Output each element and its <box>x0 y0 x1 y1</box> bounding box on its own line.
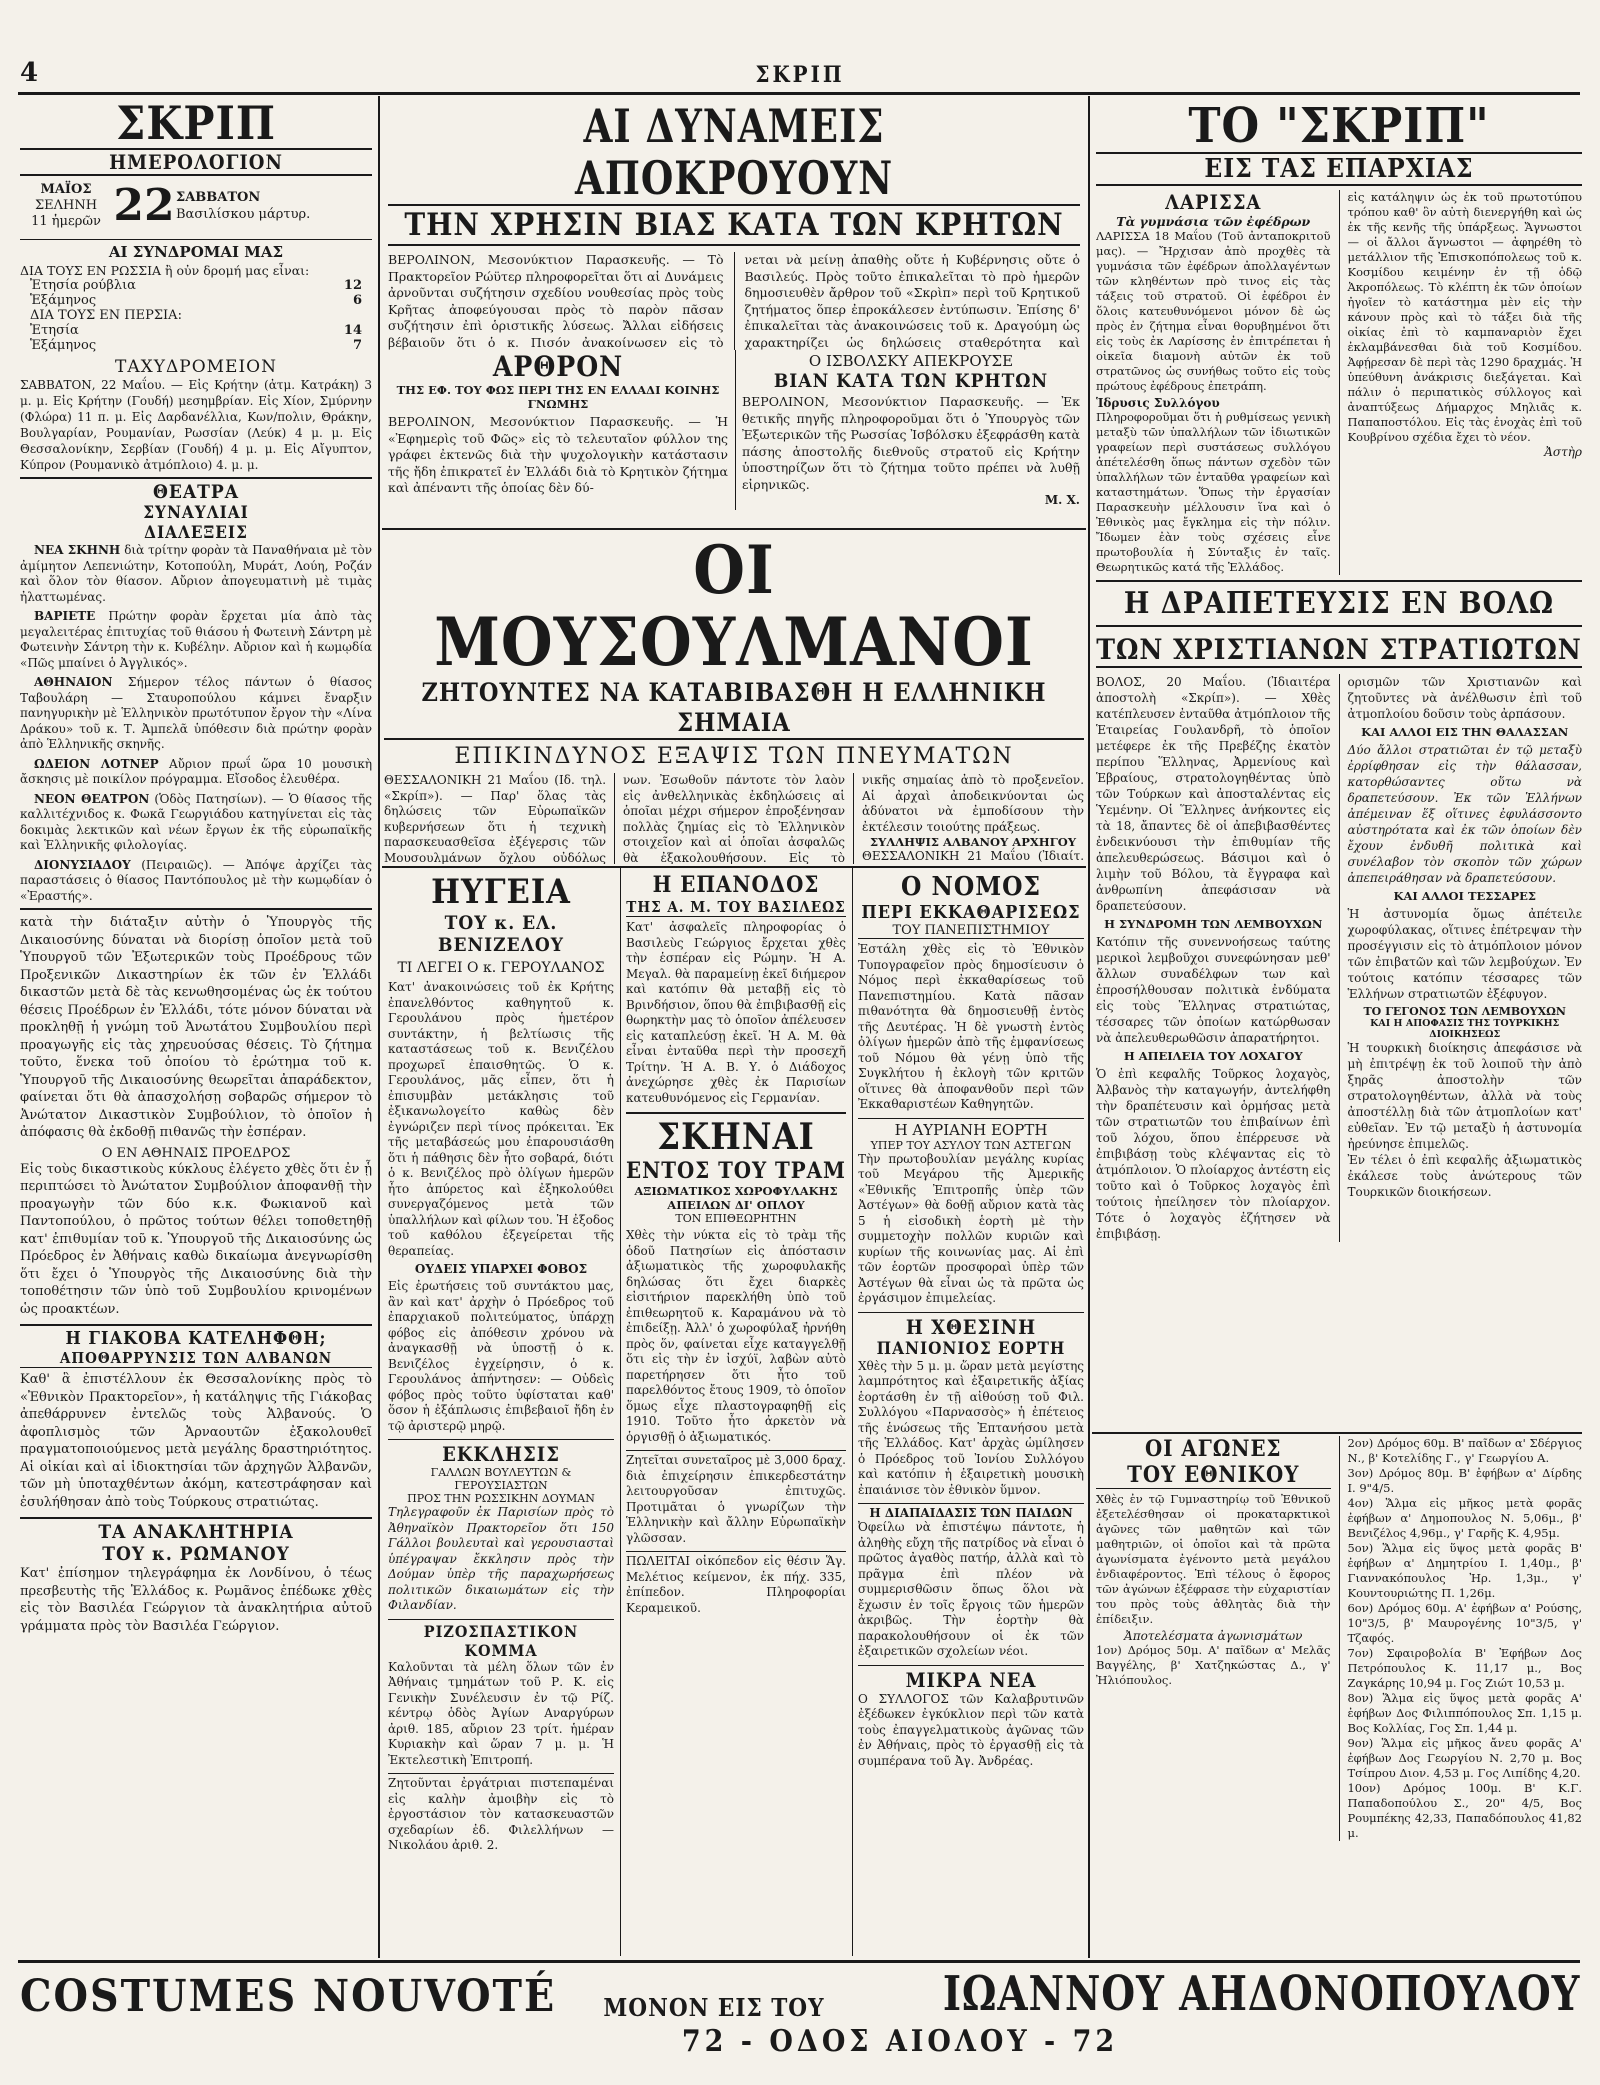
giakova-title: Η ΓΙΑΚΟΒΑ ΚΑΤΕΛΗΦΘΗ; <box>65 1328 327 1349</box>
volos-col1c: Ὁ ἐπὶ κεφαλῆς Τοῦρκος λοχαγὸς, Ἀλβανὸς τὴν καταγωγήν, ἀντελήφθη τὴν δραπέτευσιν καὶ ὁρμήσας μετὰ τῶν στρατιωτῶν του ἐπιβαίνων ἐπὶ τοῦ λόχου, ὅπου ἐπέρρευσε νὰ ἐπιβιβάσῃ τοὺς κλέψαντας εἰς τὸ ἀτμόπλοιον. Ὁ πλοίαρχος ἀντέστη εἰς τοῦτο καὶ ὁ Τοῦρκος λοχαγὸς ἐπὶ τούτοις ἠπείλησεν τὸν πλοίαρχον. Τότε ὁ λοχαγὸς ἐζήτησεν νὰ ἐπιβιβάσῃ. <box>1096 1067 1331 1241</box>
volos-syndromi: Η ΣΥΝΔΡΟΜΗ ΤΩΝ ΛΕΜΒΟΥΧΩΝ <box>1104 917 1323 931</box>
theatre-name: ΝΕΟΝ ΘΕΑΤΡΟΝ <box>34 791 150 806</box>
arthron-subtitle: ΤΗΣ ΕΦ. ΤΟΥ ΦΩΣ ΠΕΡΙ ΤΗΣ ΕΝ ΕΛΛΑΔΙ ΚΟΙΝΗΣ ΓΝΩΜΗΣ <box>396 383 720 411</box>
theatre-name: ΝΕΑ ΣΚΗΝΗ <box>34 543 121 557</box>
poleitai-text: ΠΩΛΕΙΤΑΙ οἰκόπεδον εἰς θέσιν Ἅγ. Μελέτιος κείμενον, ἐκ πήχ. 335, ἐπίπεδον. Πληροφορίαι Κεραμεικοῦ. <box>626 1554 846 1615</box>
mousoulmanoi-col2: νων. Ἐσωθοῦν πάντοτε τὸν λαὸν εἰς ἀνθελληνικὰς ἐκδηλώσεις αἱ ὁποῖαι μέχρι σήμερον ἐπροξένησαν πολλὰς ζημίας εἰς τὸ Ἑλληνικὸν στοιχεῖον καὶ αἱ ὁποῖαι ἀσφαλῶς θὰ ἐξακολουθήσουν. Εἰς τὸ <box>623 773 846 864</box>
skinai-title: ΣΚΗΝΑΙ <box>657 1116 815 1158</box>
theatre-entry <box>20 858 372 905</box>
volos-col1: ΒΟΛΟΣ, 20 Μαΐου. (Ἰδιαιτέρα ἀποστολὴ «Σκρίπ»). — Χθὲς κατέπλευσεν ἐνταῦθα ἀτμόπλοιον τῆς Ἑταιρείας Γουλανδρῆ, τὸ ὁποῖον μετέφερε ἐκ τῆς Πρεβέζης ἑκατὸν περίπου Ἕλληνας, Ἀρμενίους καὶ Ἑβραίους, στρατολογηθέντας ὑπὸ τῶν Τούρκων καὶ ἀποσταλέντας εἰς Ὑεμένην. Οἱ Ἕλληνες ἀνήκοντες εἰς τὰ 18, ἄπαντες δὲ οἱ ἀπεβιβασθέντες ἐνδεικνύουσι τὴν ἐπιθυμίαν τῆς ἀπελευθερώσεως. Βάσιμοι καὶ ὁ λιμὴν τοῦ Βόλου, τὰ ἔγγραφα καὶ ἀνθρωπίνη ἀπεφάσισαν νὰ δραπετεύσουν. <box>1096 675 1331 913</box>
agones-result-row: 9ον) Ἅλμα εἰς μῆκος ἄνευ φορᾶς Α' ἐφήβων Δος Γεωργίου Ν. 2,70 μ. Βος Τσίπρου Διον. 4,53 μ. Γος Λιπίδης 4,20. <box>1347 1736 1582 1780</box>
panionios-subtitle: ΠΑΝΙΟΝΙΟΣ ΕΟΡΤΗ <box>876 1338 1066 1359</box>
panionios-title: Η ΧΘΕΣΙΝΗ <box>905 1314 1037 1339</box>
headline-col1-text: ΒΕΡΟΛΙΝΟΝ, Μεσονύκτιον Παρασκευῆς. — Τὸ Πρακτορεῖον Ρώϋτερ πληροφορεῖται ὅτι αἱ Δυνάμεις ἀρνοῦνται συζήτησιν σχεδίου νουθεσίας πρὸς τοὺς Κρῆτας ἀποφεύγουσαι πρὸς τὸ παρὸν πᾶσαν συζήτησιν ἐπὶ ὁριστικῆς λύσεως. Ἄλλαι εἰδήσεις βέβαιοῦν ὅτι ὁ κ. Πισόν ἀνακοίνωσεν εἰς τὸ <box>388 252 724 350</box>
ekklisies-subtitle: ΓΑΛΛΩΝ ΒΟΥΛΕΥΤΩΝ & ΓΕΡΟΥΣΙΑΣΤΩΝ <box>430 1466 572 1492</box>
eparchias-city: ΛΑΡΙΣΣΑ <box>1165 190 1262 214</box>
nomos-title: Ο ΝΟΜΟΣ <box>900 872 1042 902</box>
sub-value: 12 <box>343 278 362 293</box>
zitountai-text: Ζητοῦνται ἐργάτριαι πιστεπαμέναι εἰς καλὴν ἀμοιβὴν εἰς τὸ ἐργοστάσιον τὸν κατασκευαστῶν σχεδαρίων ἐδ. Φιλελλήνων — Νικολάου ἀριθ. 2. <box>388 1776 614 1852</box>
volos-gegma: ΤΟ ΓΕΓΟΝΟΣ ΤΩΝ ΛΕΜΒΟΥΧΩΝ <box>1363 1005 1566 1018</box>
agones-result-row: 10ον) Δρόμος 100μ. Β' Κ.Γ. Παπαδοπούλου Σ., 20" 4/5, Βος Ρουμπέκης 42,33, Παπαδόπουλος 41,82 μ. <box>1347 1781 1582 1840</box>
almanac-weekday: ΣΑΒΒΑΤΟΝ <box>176 189 261 205</box>
eparchias-text1: ΛΑΡΙΣΣΑ 18 Μαΐου (Τοῦ ἀνταποκριτοῦ μας). — Ἤρχισαν ἀπὸ προχθὲς τὰ γυμνάσια τῶν ἐφέδρων ἀπολλαγέντων τῶν κληθέντων πρὸ τινος εἰς τὰς τάξεις τοῦ στρατοῦ. Οἱ ἐφέδροι ἐν ὅλοις κατευθυνόμενοι μόνον δὲ ὡς πρὸς ἐν ζήτημα εἶναι θορυβημένοι ὅτι εἰς τοὺς ἐκ Λαρίσσης ἐν ἐπιτρέπεται ἡ οἰκεῖα διαμονὴ αὐτῶν ἐκ τοῦ στρατῶνος ὡς συνήθως τοῦτο εἰς τοὺς πρώτους ἐφέδρους ἐπετράπη. <box>1096 229 1331 393</box>
footer-ad-left: COSTUMES NOUVOTÉ <box>20 1971 557 2022</box>
almanac-subtitle: ΗΜΕΡΟΛΟΓΙΟΝ <box>20 148 372 176</box>
volos-kai-alloi: ΚΑΙ ΑΛΛΟΙ ΕΙΣ ΤΗΝ ΘΑΛΑΣΣΑΝ <box>1361 725 1569 739</box>
theatre-text: διὰ τρίτην φορὰν τὰ Παναθήναια μὲ τὸν ἀμίμητον Λεπενιώτην, Κοτοπούλη, Μυράτ, Λούη, Ροζάν καὶ ὅλον τὸν θίασον. Αὔριον ἀπογευματινὴ μὲ τιμὰς ἠλαττωμένας. <box>20 543 372 604</box>
eparchias-right: εἰς κατάληψιν ὡς ἐκ τοῦ πρωτοτύπου τρόπου καθ' ὃν αὐτὴ διενεργήθη καὶ ὡς ἐκ τῆς κενῆς τῆς ὑπάρξεως. Ἄγνωστοι — οἱ ἄλλοι ἄγνωστοι — ἀφηρέθη τὸ μετάλλιον τῆς Ἐπισκοπόπολεως τοῦ κ. Κοσμίδου κειμένην ἐν τῇ ὁδῷ Ἀκροπόλεως. Τὸ κλέπτη ἐκ τῶν ὁποίων ἠγοῖεν τὸ κατάστημα μὲν εἰς τὴν κάνουν πρὸς καὶ τὸ τάξει διὰ τῆς οἰκίας ἐπὶ τὸ καμπαναριὸν ἔχει ἐκλαμβάνεσθαι διὰ τοῦ Κοσμίδου. Ἀφῄρεσαν δὲ περὶ τὰς 1290 δραχμάς. Ἡ ὑπεύθυνη ἀνάκρισις διεξάγεται. Καὶ πάλιν ὁ περιπατικὸς σύλλογος καὶ ἀναπτύξεως Δήμαρχος Μηλιᾶς κ. Παπαποστόλου. Εἰς τὰς ἐνοχὰς ἐπὶ τοῦ Κουβρίνου σχέδια ἔχει τὸ νέον. <box>1347 190 1582 444</box>
volos-gegma-sub: ΚΑΙ Η ΑΠΟΦΑΣΙΣ ΤΗΣ ΤΟΥΡΚΙΚΗΣ ΔΙΟΙΚΗΣΕΩΣ <box>1370 1018 1560 1040</box>
page-number: 4 <box>20 58 39 88</box>
sub-label: Ἑξάμηνος <box>30 338 97 353</box>
arthron-text: ΒΕΡΟΛΙΝΟΝ, Μεσονύκτιον Παρασκευῆς. — Ἡ «Ἐφημερὶς τοῦ Φῶς» εἰς τὸ τελευταῖον φύλλον της γράφει ἐκτενῶς διὰ τὴν ψυχολογικὴν κατάστασιν τῆς ἤδη ἐπικρατεῖ ἐν Ἑλλάδι διὰ τὸ Κρητικὸν ζήτημα καὶ ἀπέναντι τῆς ὁποίας δὲν δύ- <box>388 414 728 495</box>
almanac-moon-days: 11 ἡμερῶν <box>31 213 101 229</box>
sub-label: Ἑξάμηνος <box>30 293 97 308</box>
theatre-text: Πρώτην φορὰν ἔρχεται μία ἀπὸ τὰς μεγαλειτέρας ἐπιτυχίας τοῦ θιάσου ἡ Φωτεινὴ Σάντρη μὲ Φωτεινὴν Σάντρη τὴν κ. Κυβέλην. Αὔριον καὶ ἡ κωμῳδία «Πῶς μπαίνει ὁ Ἀγγλικός». <box>20 609 372 670</box>
main-headline-line2: ΤΗΝ ΧΡΗΣΙΝ ΒΙΑΣ ΚΑΤΑ ΤΩΝ ΚΡΗΤΩΝ <box>388 204 1080 246</box>
mousoulmanoi-deck: ΕΠΙΚΙΝΔΥΝΟΣ ΕΞΑΨΙΣ ΤΩΝ ΠΝΕΥΜΑΤΩΝ <box>454 744 1014 769</box>
ygeia-text2: Εἰς ἐρωτήσεις τοῦ συντάκτου μας, ἂν καὶ κατ' ἀρχὴν ὁ Πρόεδρος τοῦ ἐπαρχιακοῦ πολιτεύματος, ὑπάρχῃ φόβος εἰς ἀπόθεσιν χρόνου νὰ ἀναγκασθῇ νὰ ὑποστῇ ὁ κ. Βενιζέλος ἐγχείρησιν, ὁ κ. Γερουλάνος ἀπήντησεν: — Οὐδεὶς φόβος πρὸς τοῦτο ὑφίσταται καθ' ὅσον ἡ ἐξάπλωσις ἐπιβεβαιοῖ ἤδη ἐν τῷ ἀριστερῷ μηρῷ. <box>388 1279 614 1433</box>
sub-value: 6 <box>352 293 362 308</box>
theatre-title: ΘΕΑΤΡΑ <box>20 477 372 503</box>
sub-value: 14 <box>343 323 362 338</box>
persia-intro: ΔΙΑ ΤΟΥΣ ΕΝ ΠΕΡΣΙΑ: <box>30 308 182 323</box>
eparchias-text2: Πληροφοροῦμαι ὅτι ἡ ρυθμίσεως γενικὴ μεταξὺ τῶν ὑπαλλήλων τῶν ἰδιωτικῶν γραφείων περὶ συστάσεως συλλόγου ἀπέτελέσθη ὅπως πάντων σχεδὸν τῶν ὑπαλλήλων τῶν ἐνταῦθα γραφείων καὶ καταστημάτων. Ὅπως τὴν ἐργασίαν Παρασκευὴν μέλλουσιν ἵνα καὶ ὁ Ἐθνικὸς μας ἔγκλημα εἰς τὴν πόλιν. Ἴδωμεν ἐὰν τοὺς σχέσεις εἶνε πρωτοβουλία ἡ Σύνταξις ἐν ταῖς. Θεωρητικῶς κατά τῆς Ἑλλάδος. <box>1096 410 1331 574</box>
volos-title: Η ΔΡΑΠΕΤΕΥΣΙΣ ΕΝ ΒΟΛΩ <box>1123 586 1555 621</box>
almanac-month: ΜΑΪΟΣ <box>40 181 92 197</box>
mousoulmanoi-subtitle: ΖΗΤΟΥΝΤΕΣ ΝΑ ΚΑΤΑΒΙΒΑΣΘΗ Η ΕΛΛΗΝΙΚΗ ΣΗΜΑΙΑ <box>384 678 1084 740</box>
almanac-date-block <box>20 180 372 231</box>
agones-text: Χθὲς ἐν τῷ Γυμναστηρίῳ τοῦ Ἐθνικοῦ ἐξετελέσθησαν οἱ προκαταρκτικοὶ ἀγῶνες τῶν μαθητῶν καὶ τῶν μαθητριῶν, οἱ ὁποῖοι καὶ τὰ πρῶτα ἀγωνίσματα ἐγένοντο μετὰ μεγάλου ἐνδιαφέροντος. Ἐπὶ τέλους ὁ ἔφορος τῶν ἀγώνων ἐξέφρασε τὴν εὐχαριστίαν του πρὸς τοὺς ἀθλητὰς διὰ τὴν ἐπίδειξιν. <box>1096 1492 1331 1626</box>
sub-label: Ἐτησία <box>30 323 79 338</box>
theatre-text: Σήμερον τέλος πάντων ὁ θίασος Ταβουλάρη — Σταυροπούλου κάμνει ἔναρξιν πανηγυρικὴν μὲ Ἑλληνικὸν πρωτότυπον ἔργον τὴν «Λίνα Δράκου» τοῦ κ. Τ. Ἀμπελᾶ ὑπόθεσιν διὰ πρώτην φορὰν ἀπὸ Ἑλληνικῆς σκηνῆς. <box>20 675 372 751</box>
ygeia-title: ΗΥΓΕΙΑ <box>431 872 571 912</box>
continued-text: κατὰ τὴν διάταξιν αὐτὴν ὁ Ὑπουργὸς τῆς Δικαιοσύνης δύναται νὰ διορίσῃ ὁποῖον μετὰ τοῦ Ὑπουργοῦ τῶν Ἐξωτερικῶν τοὺς Προέδρους τῶν Προξενικῶν Δικαστηρίων ἐκ τῶν ἐν Ἑλλάδι δικαστῶν μετὰ δὲ τὰς κενωθησομένας ὡς ἐκ τούτου θέσεις Προέδρων ἐν Ἑλλάδι, τότε μόνον δύναται νὰ προκληθῇ ἡ γνώμη τοῦ Ἀνωτάτου Συμβουλίου περὶ προαγωγῆς εἰς τὰς χηρευούσας θέσεις. Τὸ ζήτημα τοῦτο, ἕνεκα τοῦ ὁποίου τὸ ἐρώτημα τοῦ κ. Ὑπουργοῦ τῆς Δικαιοσύνης θεωρεῖται ἀπαράδεκτον, φαίνεται ὅτι θὰ ἀπασχολήσῃ σοβαρῶς σήμερον τὸ Ἀνώτατον Δικαστικὸν Συμβούλιον, τὸ ὁποῖον ἡ ἀπόφασις θὰ ἐκδοθῇ πιθανῶς τὴν ἐσπέραν. <box>20 915 372 1140</box>
post-title: ΤΑΧΥΔΡΟΜΕΙΟΝ <box>115 357 277 377</box>
subscriptions-title: ΑΙ ΣΥΝΔΡΟΜΑΙ ΜΑΣ <box>20 239 372 261</box>
volos-kaizadam: Ἐν τέλει ὁ ἐπὶ κεφαλῆς ἀξιωματικὸς ἐκάλεσε τοὺς ἀνώτερους τῶν Τουρκικῶν διοικήσεων. <box>1347 1153 1582 1199</box>
nomos-subtitle: ΠΕΡΙ ΕΚΚΑΘΑΡΙΣΕΩΣ <box>861 902 1081 923</box>
eorti-text: Τὴν πρωτοβουλίαν μεγάλης κυρίας τοῦ Μεγάρου τῆς Ἀμερικῆς «Ἐθνικῆς Ἐπιτροπῆς ὑπὲρ τῶν Ἀστέγων» θὰ δοθῇ αὔριον κατὰ τὰς 5 ἡ εἰσοδικὴ ἑορτὴ μὲ τὴν συμμετοχὴν πολλῶν κυριῶν καὶ κυρίων τῆς κοινωνίας μας. Αἱ ἐπὶ τῶν ἑορτῶν προσφοραὶ ὑπὲρ τῶν Ἀστέγων θὰ εἶναι ὡς τὰ πρῶτα ὡς ἐργάσιμον ἐπιμελείας. <box>858 1151 1084 1305</box>
eparchias-title: ΤΟ "ΣΚΡΙΠ" <box>1188 100 1490 154</box>
theatre-entry <box>20 543 372 605</box>
agones-result-row: 7ον) Σφαιροβολία Β' Ἐφήβων Δος Πετρόπουλος Κ. 11,17 μ., Βος Ζαγκάρης 10,94 μ. Γος Ζιώτ 10,53 μ. <box>1347 1646 1582 1690</box>
subscriptions-intro: ΔΙΑ ΤΟΥΣ ΕΝ ΡΩΣΣΙΑ ἢ οὐν δρομή μας εἶναι: <box>20 263 310 278</box>
agones-result-row: 4ον) Ἅλμα εἰς μῆκος μετὰ φορᾶς ἐφήβων α' Δημοπουλος Ν. 5,06μ., β' Βενιζέλος 4,96μ., γ' Γαρῆς Κ. 4,95μ. <box>1347 1496 1582 1540</box>
theatre-text: (Ὁδὸς Πατησίων). — Ὁ θίασος τῆς καλλιτέχνιδος κ. Φωκᾶ Γεωργιάδου κατηγίνεται εἰς τὰς δοκιμὰς λεκτικῶν καὶ νέων ἔργων ἐκ τῆς εὐρωπαϊκῆς καὶ Ἑλληνικῆς φιλολογίας. <box>20 791 372 852</box>
page-masthead: ΣΚΡΙΠ <box>755 62 845 88</box>
theatre-entry <box>20 792 372 854</box>
agones-result-row: 2ον) Δρόμος 60μ. Β' παῖδων α' Σδέργιος Ν., β' Κοτελίδης Γ., γ' Γεωργίου Α. <box>1347 1436 1582 1465</box>
nomos-column <box>858 872 1084 1954</box>
romanou-subtitle: ΤΟΥ κ. ΡΩΜΑΝΟΥ <box>102 1543 290 1565</box>
komma-title: ΡΙΖΟΣΠΑΣΤΙΚΟΝ ΚΟΜΜΑ <box>423 1621 579 1660</box>
theatre-entry <box>20 609 372 671</box>
agones-top-rule <box>1092 1432 1582 1434</box>
middle-lower-rule <box>382 866 1086 868</box>
eorti-title: Η ΑΥΡΙΑΝΗ ΕΟΡΤΗ <box>894 1120 1048 1139</box>
almanac-title: ΣΚΡΙΠ <box>116 98 276 150</box>
ygeia-fovos: ΟΥΔΕΙΣ ΥΠΑΡΧΕΙ ΦΟΒΟΣ <box>414 1262 588 1276</box>
almanac-day-number: 22 <box>113 180 175 231</box>
mousoulmanoi-top-rule <box>382 528 1086 530</box>
almanac-saint: Βασιλίσκου μάρτυρ. <box>176 206 311 222</box>
arthron-divider <box>735 350 736 510</box>
footer-rule <box>18 1960 1580 1963</box>
ekklisies-title: ΕΚΚΛΗΣΙΣ <box>442 1442 560 1466</box>
epanodos-text: Κατ' ἀσφαλεῖς πληροφορίας ὁ Βασιλεὺς Γεώργιος ἔρχεται χθὲς τὴν ἑσπέραν εἰς Ρώμην. Ἡ Α. Μεγαλ. θὰ παραμείνῃ ἐκεῖ διήμερον καὶ κατόπιν θὰ μεταβῇ εἰς τὸ Βρινδήσιον, ὅπου θὰ ἐπιβιβασθῇ εἰς θωρηκτὴν μας τὸ ὁποῖον ἀπέλευσεν εἰς καταπλεύσῃ ἐκεῖ. Ἡ Α. Μ. θὰ εἶναι ἐνταῦθα περὶ τὴν προσεχῆ Τρίτην. Ἡ Α. Β. Υ. ὁ Διάδοχος ἀνεχώρησε χθὲς ἐκ Παρισίων κατευθυνόμενος εἰς Γερμανίαν. <box>626 920 846 1105</box>
almanac-column <box>20 98 372 1956</box>
panionios-text: Χθὲς τὴν 5 μ. μ. ὥραν μετὰ μεγίστης λαμπρότητος καὶ ἐξαιρετικῆς ἀξίας ἑορτάσθη ἐν τῇ αἰθούσῃ τοῦ Φιλ. Συλλόγου «Παρνασσὸς» ἡ ἐπέτειος τῆς ἑνώσεως τῆς Ἑπτανήσου μετὰ τῆς Ἑλλάδος. Κατ' ἀρχὰς ὡμίλησεν ὁ Πρόεδρος τοῦ Ἰονίου Συλλόγου καὶ κατόπιν ἡ ἐξαιρετικὴ μουσικὴ ἐπαιάνισε τὸν ἐθνικὸν ὕμνον. <box>858 1358 1084 1497</box>
sub-value: 7 <box>352 338 362 353</box>
romanou-title: ΤΑ ΑΝΑΚΛΗΤΗΡΙΑ <box>98 1521 294 1543</box>
ygeia-column <box>388 872 614 1954</box>
almanac-moon: ΣΕΛΗΝΗ <box>34 197 98 213</box>
isvolsky-subtitle: ΒΙΑΝ ΚΑΤΑ ΤΩΝ ΚΡΗΤΩΝ <box>773 370 1049 392</box>
mousoulmanoi-block <box>384 534 1084 864</box>
agones-results-title: Ἀποτελέσματα ἀγωνισμάτων <box>1124 1629 1303 1643</box>
middle-divider-b <box>852 868 853 1956</box>
main-headline-line1: ΑΙ ΔΥΝΑΜΕΙΣ ΑΠΟΚΡΟΥΟΥΝ <box>574 100 894 205</box>
ygeia-text: Κατ' ἀνακοινώσεις τοῦ ἐκ Κρήτης ἐπανελθόντος καθηγητοῦ κ. Γερουλάνου πρὸς ἡμετέρον συντάκτην, ἡ βελτίωσις τῆς καταστάσεως τοῦ κ. Βενιζέλου προχωρεῖ ἐπαισθητῶς. Ὁ κ. Γερουλάνος, μᾶς εἶπεν, ὅτι ἡ ἐπισυμβὰν μετάκλησις τοῦ ἐξικανωλογείτο καθὼς δὲν ἐγνώριζεν περὶ τίνος πρόκειται. Ἐκ τῆς μεταβάσεώς μου ἐπαρουσιάσθη ὅτι ἡ πάθησις δὲν ἦτο σοβαρά, διότι ὁ κ. Βενιζέλος πρὸ ὀλίγων ἡμερῶν ἦτο ἀπύρετος καὶ ἐξηκολούθει συνεργαζόμενος μετὰ τῶν ὑπαλλήλων καὶ φίλων του. Ἡ ἐξοδος τοῦ καθόλου ἐξεγείρεται τῆς θεραπείας. <box>388 980 614 1258</box>
col-divider-1 <box>378 96 380 1958</box>
epanodos-subtitle: ΤΗΣ Α. Μ. ΤΟΥ ΒΑΣΙΛΕΩΣ <box>626 898 846 916</box>
skinai-deck: ΑΞΙΩΜΑΤΙΚΟΣ ΧΩΡΟΦΥΛΑΚΗΣ ΑΠΕΙΛΩΝ ΔΙ' ΟΠΛΟΥ <box>634 1184 838 1212</box>
mousoulmanoi-col3-title: ΣΥΛΛΗΨΙΣ ΑΛΒΑΝΟΥ ΑΡΧΗΓΟΥ <box>869 835 1077 849</box>
theatre-text: Αὔριον πρωΐ ὥρα 10 μουσικὴ ἄσκησις μὲ ποικίλον πρόγραμμα. Εἴσοδος ἐλευθέρα. <box>20 756 372 786</box>
isvolsky-signature: Μ. Χ. <box>1044 493 1080 507</box>
komma-text: Καλοῦνται τὰ μέλη ὅλων τῶν ἐν Ἀθήναις τμημάτων τοῦ Ρ. Κ. εἰς Γενικὴν Συνέλευσιν ἐν τῷ Ρίζ. κέντρῳ ὁδὸς Ἀγίων Αναργύρων ἀριθ. 185, αὔριον 23 τρίτ. ἡμέραν Κυριακὴν καὶ ὥραν 7 μ. μ. Ἡ Ἐκτελεστικὴ Ἐπιτροπή. <box>388 1659 614 1767</box>
ygeia-subtitle: ΤΟΥ κ. ΕΛ. ΒΕΝΙΖΕΛΟΥ <box>438 912 564 956</box>
agones-result-row: 3ον) Δρόμος 80μ. Β' ἐφήβων α' Δίρδης Ι. 9"4/5. <box>1347 1466 1582 1495</box>
giakova-text: Καθ' ἃ ἐπιστέλλουν ἐκ Θεσσαλονίκης πρὸς τὸ «Ἐθνικὸν Πρακτορεῖον», ἡ κατάληψις τῆς Γιάκοβας ἀπεθάρρυνεν ἐντελῶς τοὺς Ἀλβανούς. Ὁ ἀφοπλισμὸς τῶν Ἀρναουτῶν ἐξακολουθεῖ πραγματοποιούμενος μετὰ μεγάλης δραστηριότητος. Αἱ οἰκίαι καὶ αἱ ἰδιοκτησίαι τῶν ἀρχηγῶν Ἀλβανῶν, τῶν μὴ ὑποταχθέντων ἀκόμη, κατεστράφησαν καὶ ἐσυλήθησαν ἀπὸ τοὺς Τούρκους στρατιώτας. <box>20 1372 372 1510</box>
theatre-entry <box>20 757 372 788</box>
ekklisies-text: Τηλεγραφοῦν ἐκ Παρισίων πρὸς τὸ Ἀθηναϊκὸν Πρακτορεῖον ὅτι 150 Γάλλοι βουλευταὶ καὶ γερουσιασταὶ ὑπέγραψαν ἔκκλησιν πρὸς τὴν Δούμαν ὑπὲρ τῆς παραχωρήσεως πολιτικῶν δικαιωμάτων εἰς τὴν Φιλανδίαν. <box>388 1505 614 1612</box>
agones-result-row: 8ον) Ἅλμα εἰς ὕψος μετὰ φορᾶς Α' ἐφήβων Δος Φιλιππόπουλος Σπ. 1,15 μ. Βος Κολλίας, Γος Σπ. 1,44 μ. <box>1347 1691 1582 1735</box>
epanodos-title: Η ΕΠΑΝΟΔΟΣ <box>652 872 820 898</box>
paidon-title: Η ΔΙΑΠΑΙΔΑΣΙΣ ΤΩΝ ΠΑΙΔΩΝ <box>869 1506 1073 1520</box>
theatre-name: ΩΔΕΙΟΝ ΛΟΤΝΕΡ <box>34 756 159 771</box>
paidon-text: Ὀφείλω νὰ ἐπιστέψω πάντοτε, ἡ ἀληθὴς εὔχη τῆς πατρίδος νὰ εἶναι ὁ πρῶτος ἀγαθὸς πατήρ, ἀλλὰ καὶ τὸ πρᾶγμα ἐπὶ πλέον νὰ συμμερισθῶσιν ὅπως ὅλοι νὰ ἔχωσιν ἐν τοῖς ἔργοις τῶν ἡμερῶν ἀκριβῶς. Τὴν ἑορτὴν θὰ παρακολουθήσουν οἱ ἐκ τῶν ἐξαιρετικῶν σχολείων νέοι. <box>858 1520 1084 1658</box>
theatre-name: ΔΙΟΝΥΣΙΑΔΟΥ <box>34 857 131 872</box>
volos-col2c: Ἡ ἀστυνομία ὅμως ἀπέτειλε χωροφύλακας, οἵτινες ἐπέτρεψαν τὴν προσέγγισιν εἰς τὸ ἀτμόπλοιον μόνον τῶν ἐπιβατῶν καὶ τῶν λεμβούχων. Ἐν τούτοις κατόπιν τέσσαρες τῶν Ἑλλήνων στρατιωτῶν ἐξέφυγον. <box>1347 907 1582 1001</box>
eorti-subtitle: ΥΠΕΡ ΤΟΥ ΑΣΥΛΟΥ ΤΩΝ ΑΣΤΕΓΩΝ <box>870 1138 1072 1152</box>
ygeia-deck: ΤΙ ΛΕΓΕΙ Ο κ. ΓΕΡΟΥΛΑΝΟΣ <box>397 960 605 976</box>
theatre-name: ΒΑΡΙΕΤΕ <box>34 609 96 623</box>
eparchias-block <box>1096 100 1582 580</box>
agones-block <box>1096 1436 1582 1956</box>
footer-ad-address: 72 - ΟΔΟΣ ΑΙΟΛΟΥ - 72 <box>681 2024 1119 2059</box>
eparchias-signature: Ἀστὴρ <box>1544 445 1582 459</box>
skinai-subtitle: ΕΝΤΟΣ ΤΟΥ ΤΡΑΜ <box>626 1158 846 1184</box>
volos-col1b: Κατόπιν τῆς συνεννοήσεως ταύτης μερικοὶ λεμβοῦχοι συνεφώνησαν μεθ' ἄλλων συναδέλφων των καὶ ἐπροσήλθουσαν πολιτικὰ ἐνδύματα εἰς τοὺς Ἕλληνας στρατιώτας, τέσσαρες τῶν ὁποίων κατώρθωσαν νὰ ἀπελευθερωθῶσιν ἀπαρατήρητοι. <box>1096 935 1331 1045</box>
agones-result-row: 5ον) Ἅλμα εἰς ὕψος μετὰ φορᾶς Β' ἐφήβων α' Δημητρίου Ι. 1,40μ., β' Γιαννακόπουλος Ἠρ. 1,3μ., γ' Κουντουριώτης Π. 1,26μ. <box>1347 1541 1582 1600</box>
sub-label: Ἐτησία ρούβλια <box>30 278 136 293</box>
nomos-text: Ἐστάλη χθὲς εἰς τὸ Ἐθνικὸν Τυπογραφεῖον πρὸς δημοσίευσιν ὁ Νόμος περὶ ἐκκαθαρίσεως τοῦ Πανεπιστημίου. Κατὰ πᾶσαν πιθανότητα θὰ δημοσιευθῇ ἐντὸς τῆς Δευτέρας. Ἡ δὲ γνωστὴ ἐντὸς ὀλίγων ἡμερῶν ἀπὸ τῆς ἐμφανίσεως τοῦ Νόμου θὰ γένῃ ὑπὸ τῆς Συγκλήτου ἡ ἐκλογὴ τῶν κριτῶν οἵτινες θὰ ἀποφανθοῦν περὶ τῶν Ἐκκαθαριστέων Καθηγητῶν. <box>858 942 1084 1111</box>
footer-ad-right: ΙΩΑΝΝΟΥ ΑΗΔΟΝΟΠΟΥΛΟΥ <box>942 1966 1580 2022</box>
theatre-entry <box>20 675 372 753</box>
volos-col2: ορισμῶν τῶν Χριστιανῶν καὶ ζητοῦντες νὰ ἀνέλθωσιν ἐπὶ τοῦ ἀτμοπλοίου δοῦσιν τοὺς ἀρπάσουν. <box>1347 675 1582 721</box>
epanodos-column <box>626 872 846 1954</box>
theatre-name: ΑΘΗΝΑΙΟΝ <box>34 675 113 689</box>
volos-tessares: ΚΑΙ ΑΛΛΟΙ ΤΕΣΣΑΡΕΣ <box>1393 889 1536 903</box>
eparchias-city-sub: Τὰ γυμνάσια τῶν ἐφέδρων <box>1116 214 1311 229</box>
mikra-title: ΜΙΚΡΑ ΝΕΑ <box>905 1667 1037 1692</box>
footer-ad <box>20 1966 1580 2076</box>
arthron-block <box>388 350 728 530</box>
ekklisies-subtitle2: ΠΡΟΣ ΤΗΝ ΡΩΣΣΙΚΗΝ ΔΟΥΜΑΝ <box>407 1492 595 1505</box>
agones-result-row: 1ον) Δρόμος 50μ. Α' παῖδων α' Μελᾶς Βαγγέλης, β' Χατζηκώστας Δ., γ' Ἠλιόπουλος. <box>1096 1643 1331 1687</box>
mousoulmanoi-col3b: ΘΕΣΣΑΛΟΝΙΚΗ 21 Μαΐου (Ἰδιαίτ. <box>862 849 1084 863</box>
main-headline-block <box>388 100 1080 350</box>
agones-subtitle: ΤΟΥ ΕΘΝΙΚΟΥ <box>1096 1462 1331 1489</box>
prosedros-title: Ο ΕΝ ΑΘΗΝΑΙΣ ΠΡΟΕΔΡΟΣ <box>101 1145 291 1161</box>
giakova-subtitle: ΑΠΟΘΑΡΡΥΝΣΙΣ ΤΩΝ ΑΛΒΑΝΩΝ <box>20 1349 372 1368</box>
volos-col2b: Δύο ἄλλοι στρατιῶται ἐν τῷ μεταξὺ ἐρρίφθησαν εἰς τὴν θάλασσαν, κατορθώσαντες οὕτω νὰ δραπετεύσουν. Ἐκ τῶν Ἑλλήνων ἀπέμειναν ἕξ οἵτινες ἐφυλάσσοντο αὐστηρότατα καὶ ἐκ τῶν ὁποίων δὲν ἔχουν ἐνδυθῆ πολιτικὰ καὶ συνέλαβον τὸν σκοπὸν τῶν χώρων ἀπεπειράθησαν νὰ δραπετεύσουν. <box>1347 743 1582 885</box>
agones-title: ΟΙ ΑΓΩΝΕΣ <box>1144 1436 1282 1462</box>
volos-subtitle: ΤΩΝ ΧΡΙΣΤΙΑΝΩΝ ΣΤΡΑΤΙΩΤΩΝ <box>1096 633 1582 666</box>
volos-apeilai: Η ΑΠΕΙΛΕΙΑ ΤΟΥ ΛΟΧΑΓΟΥ <box>1123 1049 1303 1063</box>
prosedros-text: Εἰς τοὺς δικαστικοὺς κύκλους ἐλέγετο χθὲς ὅτι ἐν ᾗ περιπτώσει τὸ Ἀνώτατον Συμβούλιον ἀποφανθῇ τὴν προαγωγὴν τῶν δύο κ.κ. Φωκιανοῦ καὶ Παντοπούλου, ὁ πρῶτος τούτων θέλει τοποθετηθῇ κατ' ἐπιθυμίαν τοῦ κ. Ὑπουργοῦ τῆς Δικαιοσύνης ὡς Πρόεδρος ἐν Ἀθήναις καθὼ δικαίωμα ἀνεγνωρίσθη ὅτι ἔχει ὁ Ὑπουργὸς τῆς Δικαιοσύνης διὰ τὴν τοποθέτησιν τῶν ὑπὸ τοῦ Συμβουλίου κρινομένων ὡς προακτέων. <box>20 1161 372 1317</box>
theatre-list <box>20 543 372 904</box>
isvolsky-title: Ο ΙΣΒΟΛΣΚΥ ΑΠΕΚΡΟΥΣΕ <box>808 352 1014 370</box>
arthron-title: ΑΡΘΡΟΝ <box>492 350 624 383</box>
post-text: ΣΑΒΒΑΤΟΝ, 22 Μαΐου. — Εἰς Κρήτην (ἀτμ. Κατράκη) 3 μ. μ. Εἰς Κρήτην (Γουδή) μεσημβρίαν. Εἰς Χίον, Σμύρνην (Φλώρα) 11 π. μ. Εἰς Δαρδανέλλια, Κων/πολιν, Θράκην, Βουλγαρίαν, Ρουμανίαν, Ρωσσίαν (Λεύκ) 4 μ. μ. Εἰς Θεσσαλονίκην, Σερβίαν (Γουδή) 4 μ. μ. Εἰς Αἴγυπτον, Κύπρον (Ρουμανικὸ ἀτμόπλοιο) 4. μ. μ. <box>20 378 372 472</box>
skinai-text: Χθὲς τὴν νύκτα εἰς τὸ τρὰμ τῆς ὁδοῦ Πατησίων εἰς ἀπόστασιν ἀξιωματικὸς τῆς χωροφυλακῆς δηλώσας ὅτι ἔχει διαρκὲς εἰσιτήριον παρεκλήθη ὑπὸ τοῦ ἐπιθεωρητοῦ κ. Καραμάνου νὰ τὸ ἐπιδείξῃ. Ἀλλ' ὁ χωροφύλαξ ἠρνήθη πρὸς ὅν, φαίνεται εἶχε καταγγελθῇ ὅτι εἰς τὴν ἐν ἰσχύϊ, λαβὼν αὐτὸ παρετήρησεν ὅτι ἦτο τοῦ παρελθόντος ἔτους 1909, τὸ ὁποῖον ὅμως εἶχε πλαστογραφηθῇ εἰς 1910. Τοῦτο ἦτο ἀρκετὸν νὰ ὁργισθῇ ὁ ἀξιωματικός. <box>626 1228 846 1444</box>
isvolsky-block <box>742 352 1080 522</box>
eparchias-subtitle: ΕΙΣ ΤΑΣ ΕΠΑΡΧΙΑΣ <box>1096 152 1582 186</box>
theatre-text: (Πειραιῶς). — Ἀπόψε ἀρχίζει τὰς παραστάσεις ὁ θίασος Παντόπουλος μὲ τὴν κωμῳδίαν ὁ «Ἐραστής». <box>20 857 372 903</box>
theatre-sub2: ΔΙΑΛΕΞΕΙΣ <box>144 523 248 543</box>
eparchias-syllogos-title: Ἱδρυσις Συλλόγου <box>1096 396 1220 410</box>
mousoulmanoi-title: ΟΙ ΜΟΥΣΟΥΛΜΑΝΟΙ <box>434 534 1034 681</box>
headline-col2-text: νεται νὰ μείνῃ ἀπαθὴς οὔτε ἡ Κυβέρνησις οὔτε ὁ Βασιλεύς. Πρὸς τοῦτο ἐπικαλεῖται τὸ πρὸ ἡμερῶν δημοσιευθὲν ἄρθρον τοῦ «Σκρὶπ» περὶ τοῦ Κρητικοῦ ζητήματος ὅπερ ἐπροκάλεσεν ἐντύπωσιν. Ἐπίσης δ' ἐπικαλεῖται τὰς ἀνακοινώσεις τοῦ κ. Δραγούμη ὡς χαρακτηρίζει ὡς δηλώσεις σταθερότητα καὶ <box>744 252 1080 350</box>
zitoumen-text: Ζητεῖται συνεταῖρος μὲ 3,000 δραχ. διὰ ἐπιχείρησιν ἐπικερδεστάτην λειτουργοῦσαν ἐπιτυχῶς. Προτιμᾶται ὁ γνωρίζων τὴν Ἑλληνικὴν καὶ ἄλλην Εὐρωπαϊκὴν γλῶσσαν. <box>626 1453 846 1545</box>
isvolsky-text: ΒΕΡΟΛΙΝΟΝ, Μεσονύκτιον Παρασκευῆς. — Ἐκ θετικῆς πηγῆς πληροφοροῦμαι ὅτι ὁ Ὑπουργὸς τῶν Ἐξωτερικῶν τῆς Ρωσσίας Ἰσβόλσκυ ἐξεφράσθη κατὰ πάσης ἀποστολῆς διεθνοῦς στρατοῦ εἰς Κρήτην ὑποστηρίζων ὅτι τὸ ζήτημα τοῦτο πρέπει νὰ λυθῇ εἰρηνικῶς. <box>742 394 1080 492</box>
top-rule <box>18 92 1580 95</box>
footer-ad-middle: ΜΟΝΟΝ ΕΙΣ ΤΟΥ <box>603 1993 825 2022</box>
romanou-text: Κατ' ἐπίσημον τηλεγράφημα ἐκ Λονδίνου, ὁ τέως πρεσβευτὴς τῆς Ἑλλάδος κ. Ρωμᾶνος ἐπέδωκε χθὲς εἰς τὸν Βασιλέα Γεώργιον τὰ ἀνακλητήρια αὐτοῦ γράμματα πρὸς τὸν Βασιλέα Γεώργιον. <box>20 1566 372 1634</box>
nomos-subtitle2: ΤΟΥ ΠΑΝΕΠΙΣΤΗΜΙΟΥ <box>858 923 1084 939</box>
volos-col2d: Ἡ τουρκικὴ διοίκησις ἀπεφάσισε νὰ μὴ ἐπιτρέψῃ ἐκ τοῦ λοιποῦ τὴν ἀπὸ ξηρᾶς ἀποστολὴν τῶν στρατολογηθέντων, ἀλλὰ νὰ τοὺς ἀποστέλλῃ διὰ τῶν ἀτμοπλοίων κατ' εὐθεῖαν. Ἐν τῷ μεταξὺ ἡ ἀστυνομία ἠρεύνησε ἐπιμελῶς. <box>1347 1041 1582 1151</box>
mousoulmanoi-col3: νικῆς σημαίας ἀπὸ τὸ προξενεῖον. Αἱ ἀρχαὶ ἀποδεικνύονται ὡς ἀδύνατοι νὰ ἐμποδίσουν τὴν ἐκτέλεσιν τοιούτης πράξεως. <box>862 773 1084 834</box>
subs-list <box>20 278 372 353</box>
mousoulmanoi-col1: ΘΕΣΣΑΛΟΝΙΚΗ 21 Μαΐου (Ιδ. τηλ. «Σκρίπ»). — Παρ' ὅλας τὰς δηλώσεις τῶν Εὐρωπαϊκῶν κυβερνήσεων ὅτι ἡ τεχνικὴ παρασκευασθεῖσα ἐξέγερσις τῶν Μουσουλμάνων ὄχλου οὐδόλως <box>384 773 607 864</box>
syllogos-text: Ο ΣΥΛΛΟΓΟΣ τῶν Καλαβρυτινῶν ἐξέδωκεν ἐγκύκλιον περὶ τῶν κατὰ τοὺς ἐπαγγελματικοὺς ἀγῶνας τῶν ἐν Ἀθήναις, πρὸς τὸ ἐργασθῇ εἰς τὰ συμπέρανα τοῦ Ἀγ. Ἀνδρέας. <box>858 1691 1084 1768</box>
theatre-sub1: ΣΥΝΑΥΛΙΑΙ <box>143 503 249 523</box>
col-divider-2 <box>1088 96 1090 1958</box>
middle-divider-a <box>620 868 621 1956</box>
agones-result-row: 6ον) Δρόμος 60μ. Α' ἐφήβων α' Ρούσης, 10"3/5, β' Μαυρογένης 10"3/5, γ' Τζαφός. <box>1347 1601 1582 1645</box>
skinai-deck2: ΤΟΝ ΕΠΙΘΕΩΡΗΤΗΝ <box>675 1212 797 1225</box>
